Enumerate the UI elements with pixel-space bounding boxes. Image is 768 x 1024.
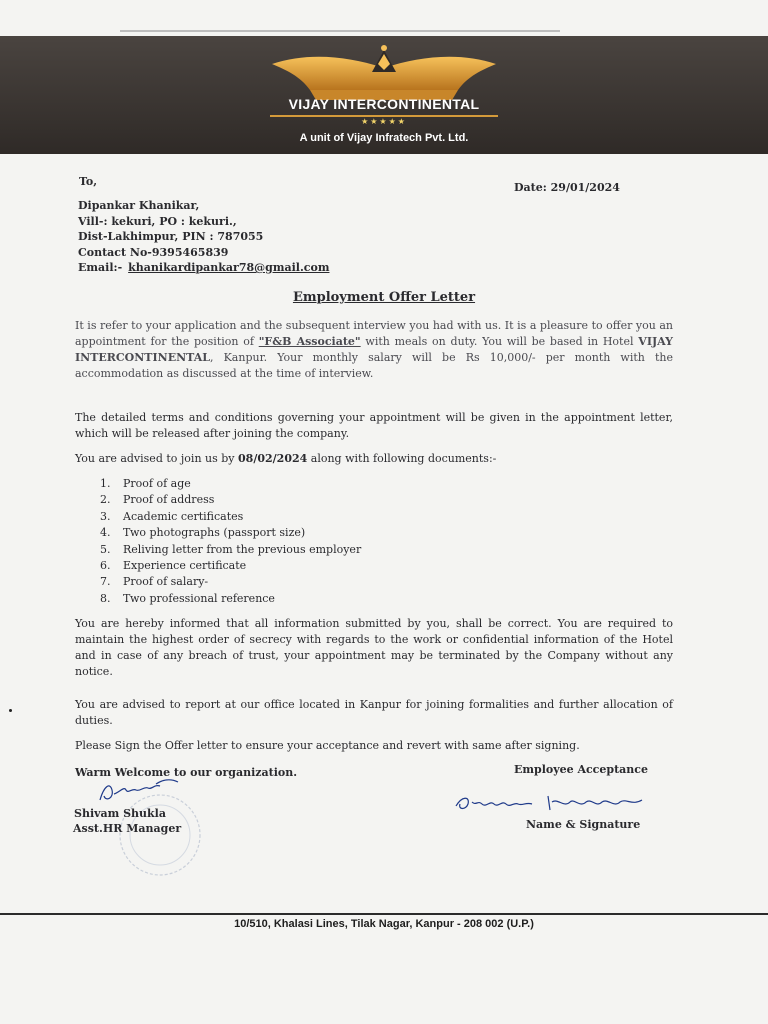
recipient-email: khanikardipankar78@gmail.com [128,261,330,274]
scan-edge-line [120,30,560,32]
footer-address: 10/510, Khalasi Lines, Tilak Nagar, Kanpur - 208 002 (U.P.) [234,918,534,930]
list-item [100,591,361,607]
position-name: "F&B Associate" [258,335,361,348]
list-text: Proof of age [123,477,191,490]
list-item [100,558,361,574]
letter-date: Date: 29/01/2024 [514,181,620,194]
list-text: Experience certificate [123,559,247,573]
joining-text-a: You are advised to join us by [75,452,239,465]
list-text: Two photographs (passport size) [123,526,306,540]
hotel-name: VIJAY INTERCONTINENTAL [75,335,674,364]
signer-name: Shivam Shukla [74,807,166,820]
list-number: 5. [100,542,111,556]
list-item [100,542,361,558]
name-signature-label: Name & Signature [526,818,641,831]
employee-signature-icon [452,788,652,818]
list-number: 2. [100,493,111,507]
offer-paragraph [75,318,673,382]
reporting-paragraph: You are advised to report at our office located in Kanpur for joining formalities and further allocation of duties. [75,698,673,727]
list-text: Reliving letter from the previous employer [123,542,362,556]
list-number: 1. [100,477,111,490]
list-text: Proof of address [123,493,215,507]
welcome-text: Warm Welcome to our organization. [75,766,298,779]
documents-list [100,476,361,607]
joining-date: 08/02/2024 [238,452,308,465]
list-item [100,492,361,508]
offer-text-c: , Kanpur. Your monthly salary will be Rs 10,000/- per month with the accommodation as discussed at the time of interview. [75,351,673,380]
list-text: Two professional reference [123,591,275,605]
recipient-name: Dipankar Khanikar, [78,199,200,212]
recipient-contact: Contact No-9395465839 [78,245,229,259]
recipient-address [78,198,329,276]
list-item [100,509,361,525]
to-label: To, [79,175,98,188]
hotel-crown-logo-icon [268,42,500,104]
recipient-district: Dist-Lakhimpur, PIN : 787055 [78,230,264,243]
list-number: 8. [100,591,111,605]
joining-text-b: along with following documents:- [307,452,497,465]
offer-text-b: with meals on duty. You will be based in Hotel [360,335,639,348]
recipient-village: Vill-: kekuri, PO : kekuri., [78,214,237,228]
signer-title: Asst.HR Manager [73,822,182,835]
footer-divider [0,913,768,915]
confidentiality-paragraph: You are hereby informed that all information submitted by you, shall be correct. You are required to maintain the highest order of secrecy with regards to the work or confidential information of the Hotel and in case of any breach of trust, your appointment may be terminated by the Company without any notice. [75,617,673,678]
company-tagline: A unit of Vijay Infratech Pvt. Ltd. [299,132,469,144]
list-item [100,525,361,541]
list-item [100,574,361,590]
list-number: 4. [100,526,111,540]
list-number: 7. [100,575,111,589]
hr-signature-icon [96,776,186,806]
sign-instruction: Please Sign the Offer letter to ensure your acceptance and revert with same after signing. [75,739,580,752]
recipient-email-row [78,260,329,276]
email-label: Email:- [78,261,123,274]
offer-text-a: It is refer to your application and the subsequent interview you had with us. It is a pleasure to offer you an appointment for the position of [75,319,673,348]
joining-paragraph [75,451,673,467]
list-item [100,476,361,492]
scan-mark [9,709,12,712]
list-text: Proof of salary- [123,575,209,589]
letterhead [0,36,768,154]
list-text: Academic certificates [123,509,244,523]
employee-acceptance-label: Employee Acceptance [514,763,648,776]
hotel-star-rating: ★★★★★ [361,117,407,126]
list-number: 6. [100,559,111,573]
list-number: 3. [100,509,111,523]
letter-title: Employment Offer Letter [292,290,476,305]
terms-paragraph: The detailed terms and conditions governing your appointment will be given in the appointment letter, which will be released after joining the company. [75,411,673,440]
brand-name: VIJAY INTERCONTINENTAL [288,96,480,112]
